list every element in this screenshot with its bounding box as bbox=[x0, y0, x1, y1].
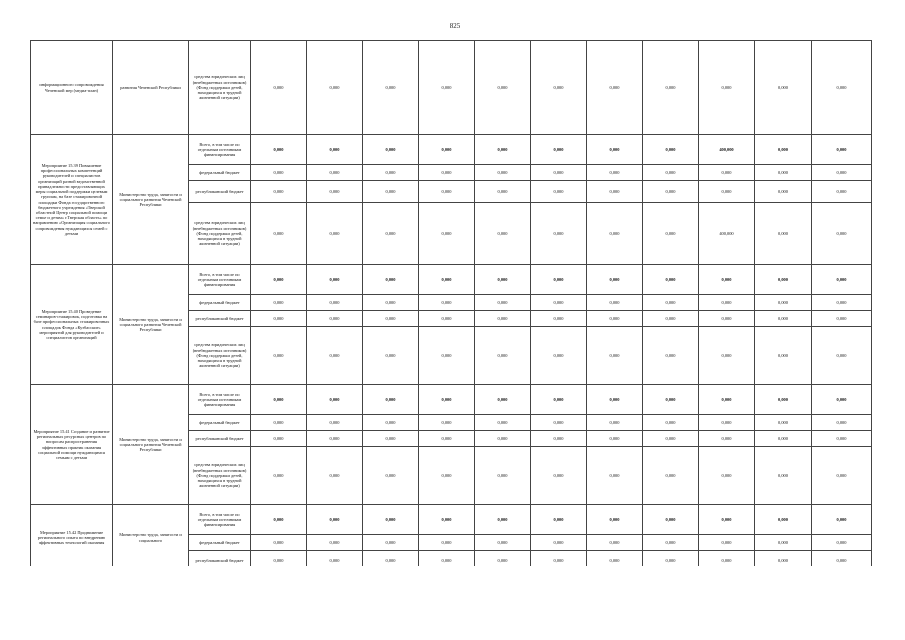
value-cell: 0,000 bbox=[587, 505, 643, 535]
value-cell: 0,000 bbox=[307, 311, 363, 327]
funding-source-cell: средства юридических лиц (внебюджетных источников) (Фонд поддержки детей, находящихся в трудной жизненной ситуации) bbox=[189, 41, 251, 135]
measure-name-cell: информационного сопровождения Чеченской мер (медиа-план) bbox=[31, 41, 113, 135]
value-cell: 0,000 bbox=[251, 327, 307, 385]
funding-source-cell: республиканский бюджет bbox=[189, 181, 251, 203]
value-cell: 0,000 bbox=[643, 535, 699, 551]
funding-source-cell: средства юридических лиц (внебюджетных источников) (Фонд поддержки детей, находящихся в трудной жизненной ситуации) bbox=[189, 447, 251, 505]
funding-source-cell: республиканский бюджет bbox=[189, 431, 251, 447]
value-cell: 0,000 bbox=[531, 505, 587, 535]
funding-source-cell: федеральный бюджет bbox=[189, 295, 251, 311]
value-cell: 0,000 bbox=[307, 535, 363, 551]
value-cell: 0,000 bbox=[699, 295, 755, 311]
value-cell: 0,000 bbox=[475, 431, 531, 447]
value-cell: 0,000 bbox=[531, 535, 587, 551]
value-cell: 0,000 bbox=[699, 385, 755, 415]
value-cell: 0,000 bbox=[307, 41, 363, 135]
value-cell: 0,000 bbox=[419, 135, 475, 165]
value-cell: 0,000 bbox=[643, 505, 699, 535]
value-cell: 0,000 bbox=[587, 311, 643, 327]
value-cell: 0,000 bbox=[307, 295, 363, 311]
page-bottom-margin bbox=[0, 566, 905, 640]
value-cell: 0,000 bbox=[643, 135, 699, 165]
value-cell: 0,000 bbox=[475, 505, 531, 535]
value-cell: 0,000 bbox=[307, 505, 363, 535]
value-cell: 0,000 bbox=[643, 415, 699, 431]
value-cell: 0,000 bbox=[755, 311, 812, 327]
value-cell: 0,000 bbox=[587, 385, 643, 415]
value-cell: 0,000 bbox=[419, 295, 475, 311]
value-cell: 0,000 bbox=[755, 135, 812, 165]
value-cell: 0,000 bbox=[307, 385, 363, 415]
value-cell: 0,000 bbox=[307, 265, 363, 295]
value-cell: 0,000 bbox=[419, 415, 475, 431]
funding-source-cell: Всего, в том числе по отдельным источникам финансирования bbox=[189, 385, 251, 415]
value-cell: 0,000 bbox=[363, 447, 419, 505]
value-cell: 0,000 bbox=[363, 535, 419, 551]
value-cell: 0,000 bbox=[699, 447, 755, 505]
value-cell: 0,000 bbox=[363, 327, 419, 385]
value-cell: 0,000 bbox=[643, 295, 699, 311]
value-cell: 0,000 bbox=[475, 135, 531, 165]
value-cell: 0,000 bbox=[587, 415, 643, 431]
value-cell: 0,000 bbox=[363, 505, 419, 535]
value-cell: 0,000 bbox=[812, 327, 872, 385]
value-cell: 0,000 bbox=[475, 535, 531, 551]
value-cell: 0,000 bbox=[531, 265, 587, 295]
value-cell: 0,000 bbox=[251, 265, 307, 295]
value-cell: 0,000 bbox=[363, 265, 419, 295]
value-cell: 0,000 bbox=[419, 41, 475, 135]
funding-source-cell: федеральный бюджет bbox=[189, 165, 251, 181]
value-cell: 0,000 bbox=[643, 165, 699, 181]
value-cell: 0,000 bbox=[587, 535, 643, 551]
value-cell: 0,000 bbox=[587, 447, 643, 505]
value-cell: 0,000 bbox=[475, 415, 531, 431]
value-cell: 0,000 bbox=[307, 551, 363, 571]
value-cell: 0,000 bbox=[475, 181, 531, 203]
value-cell: 0,000 bbox=[419, 447, 475, 505]
value-cell: 0,000 bbox=[307, 165, 363, 181]
value-cell: 0,000 bbox=[363, 181, 419, 203]
value-cell: 0,000 bbox=[587, 551, 643, 571]
funding-source-cell: республиканский бюджет bbox=[189, 551, 251, 571]
table-row bbox=[31, 135, 872, 165]
value-cell: 0,000 bbox=[812, 311, 872, 327]
value-cell: 0,000 bbox=[755, 415, 812, 431]
value-cell: 0,000 bbox=[419, 165, 475, 181]
value-cell: 0,000 bbox=[812, 505, 872, 535]
value-cell: 0,000 bbox=[251, 311, 307, 327]
value-cell: 0,000 bbox=[587, 203, 643, 265]
value-cell: 0,000 bbox=[307, 181, 363, 203]
value-cell: 0,000 bbox=[587, 431, 643, 447]
value-cell: 0,000 bbox=[475, 203, 531, 265]
value-cell: 0,000 bbox=[812, 41, 872, 135]
funding-source-cell: республиканский бюджет bbox=[189, 311, 251, 327]
value-cell: 0,000 bbox=[587, 41, 643, 135]
value-cell: 0,000 bbox=[755, 295, 812, 311]
value-cell: 0,000 bbox=[643, 551, 699, 571]
value-cell: 0,000 bbox=[363, 385, 419, 415]
value-cell: 0,000 bbox=[812, 535, 872, 551]
value-cell: 0,000 bbox=[363, 311, 419, 327]
value-cell: 0,000 bbox=[475, 295, 531, 311]
value-cell: 0,000 bbox=[251, 447, 307, 505]
value-cell: 0,000 bbox=[475, 265, 531, 295]
funding-source-cell: Всего, в том числе по отдельным источникам финансирования bbox=[189, 505, 251, 535]
value-cell: 0,000 bbox=[812, 203, 872, 265]
value-cell: 0,000 bbox=[699, 181, 755, 203]
value-cell: 0,000 bbox=[475, 311, 531, 327]
value-cell: 0,000 bbox=[812, 385, 872, 415]
value-cell: 0,000 bbox=[699, 535, 755, 551]
value-cell: 0,000 bbox=[643, 327, 699, 385]
value-cell: 0,000 bbox=[363, 165, 419, 181]
value-cell: 0,000 bbox=[307, 447, 363, 505]
table-row bbox=[31, 505, 872, 535]
value-cell: 0,000 bbox=[251, 415, 307, 431]
value-cell: 0,000 bbox=[699, 505, 755, 535]
value-cell: 0,000 bbox=[419, 311, 475, 327]
value-cell: 0,000 bbox=[363, 135, 419, 165]
table-body bbox=[31, 41, 872, 571]
value-cell: 0,000 bbox=[812, 165, 872, 181]
value-cell: 0,000 bbox=[307, 135, 363, 165]
value-cell: 0,000 bbox=[812, 181, 872, 203]
value-cell: 0,000 bbox=[587, 135, 643, 165]
value-cell: 0,000 bbox=[531, 551, 587, 571]
value-cell: 0,000 bbox=[251, 385, 307, 415]
value-cell: 0,000 bbox=[363, 431, 419, 447]
value-cell: 0,000 bbox=[755, 535, 812, 551]
value-cell: 400,000 bbox=[699, 135, 755, 165]
value-cell: 0,000 bbox=[475, 41, 531, 135]
value-cell: 0,000 bbox=[307, 203, 363, 265]
value-cell: 0,000 bbox=[475, 165, 531, 181]
value-cell: 0,000 bbox=[307, 415, 363, 431]
value-cell: 0,000 bbox=[363, 203, 419, 265]
value-cell: 0,000 bbox=[755, 447, 812, 505]
value-cell: 0,000 bbox=[812, 415, 872, 431]
value-cell: 0,000 bbox=[251, 135, 307, 165]
value-cell: 0,000 bbox=[419, 551, 475, 571]
value-cell: 0,000 bbox=[531, 447, 587, 505]
value-cell: 0,000 bbox=[363, 415, 419, 431]
value-cell: 0,000 bbox=[251, 505, 307, 535]
table-row bbox=[31, 41, 872, 135]
funding-source-cell: Всего, в том числе по отдельным источникам финансирования bbox=[189, 265, 251, 295]
value-cell: 0,000 bbox=[363, 41, 419, 135]
value-cell: 0,000 bbox=[643, 447, 699, 505]
value-cell: 0,000 bbox=[812, 447, 872, 505]
value-cell: 0,000 bbox=[699, 415, 755, 431]
value-cell: 0,000 bbox=[755, 327, 812, 385]
value-cell: 0,000 bbox=[643, 181, 699, 203]
value-cell: 0,000 bbox=[531, 311, 587, 327]
executor-cell: Министерство труда, занятости и социального развития Чеченской Республики bbox=[113, 135, 189, 265]
value-cell: 0,000 bbox=[755, 385, 812, 415]
value-cell: 0,000 bbox=[531, 165, 587, 181]
executor-cell: Министерство труда, занятости и социального развития Чеченской Республики bbox=[113, 265, 189, 385]
value-cell: 0,000 bbox=[531, 41, 587, 135]
value-cell: 0,000 bbox=[699, 551, 755, 571]
funding-source-cell: федеральный бюджет bbox=[189, 535, 251, 551]
value-cell: 0,000 bbox=[475, 551, 531, 571]
value-cell: 0,000 bbox=[755, 265, 812, 295]
value-cell: 0,000 bbox=[251, 535, 307, 551]
value-cell: 0,000 bbox=[755, 181, 812, 203]
value-cell: 0,000 bbox=[643, 203, 699, 265]
value-cell: 0,000 bbox=[755, 431, 812, 447]
budget-table bbox=[30, 40, 872, 571]
value-cell: 0,000 bbox=[587, 165, 643, 181]
measure-name-cell: Мероприятие 15.40 Проведение семинаров-стажировок, подготовка на базе профессиональных стажировочных площадок Фонда «Кузбасские» мероприятий для руководителей и специалистов организаций bbox=[31, 265, 113, 385]
value-cell: 0,000 bbox=[419, 431, 475, 447]
value-cell: 0,000 bbox=[419, 385, 475, 415]
value-cell: 0,000 bbox=[307, 431, 363, 447]
funding-source-cell: Всего, в том числе по отдельным источникам финансирования bbox=[189, 135, 251, 165]
measure-name-cell: Мероприятие 15.42 Продвижение регионального опыта по внедрению эффективных технологий оказания bbox=[31, 505, 113, 571]
measure-name-cell: Мероприятие 15.41 Создание и развитие региональных ресурсных центров по вопросам распространения эффективных практик оказания социальной помощи нуждающимся семьям с детьми bbox=[31, 385, 113, 505]
measure-name-cell: Мероприятие 15.39 Повышение профессиональных компетенций руководителей и специалистов организаций разной ведомственной принадлежности предоставляющих меры социальной поддержки целевым группам, на базе стажировочной площадки Фонда государственного бюджетного учреждения «Тверской областной Центр социальной помощи семье и детям» г.Тверская область» по направлению «Организация социального сопровождения нуждающихся семей с детьми bbox=[31, 135, 113, 265]
value-cell: 0,000 bbox=[475, 385, 531, 415]
value-cell: 0,000 bbox=[251, 431, 307, 447]
value-cell: 0,000 bbox=[699, 265, 755, 295]
value-cell: 0,000 bbox=[587, 181, 643, 203]
value-cell: 0,000 bbox=[812, 135, 872, 165]
value-cell: 0,000 bbox=[419, 535, 475, 551]
value-cell: 0,000 bbox=[755, 165, 812, 181]
value-cell: 0,000 bbox=[251, 203, 307, 265]
value-cell: 0,000 bbox=[643, 265, 699, 295]
value-cell: 0,000 bbox=[419, 505, 475, 535]
value-cell: 0,000 bbox=[419, 327, 475, 385]
value-cell: 0,000 bbox=[643, 311, 699, 327]
page-number: 825 bbox=[449, 22, 461, 30]
value-cell: 0,000 bbox=[699, 431, 755, 447]
value-cell: 0,000 bbox=[812, 265, 872, 295]
executor-cell: Министерство труда, занятости и социального bbox=[113, 505, 189, 571]
value-cell: 0,000 bbox=[699, 311, 755, 327]
value-cell: 0,000 bbox=[643, 385, 699, 415]
value-cell: 0,000 bbox=[475, 447, 531, 505]
value-cell: 0,000 bbox=[587, 327, 643, 385]
executor-cell: Министерство труда, занятости и социального развития Чеченской Республики bbox=[113, 385, 189, 505]
value-cell: 0,000 bbox=[419, 203, 475, 265]
value-cell: 0,000 bbox=[755, 505, 812, 535]
value-cell: 0,000 bbox=[812, 551, 872, 571]
funding-source-cell: федеральный бюджет bbox=[189, 415, 251, 431]
value-cell: 0,000 bbox=[475, 327, 531, 385]
value-cell: 0,000 bbox=[643, 431, 699, 447]
value-cell: 0,000 bbox=[531, 385, 587, 415]
value-cell: 0,000 bbox=[251, 165, 307, 181]
value-cell: 0,000 bbox=[531, 415, 587, 431]
value-cell: 0,000 bbox=[251, 295, 307, 311]
value-cell: 0,000 bbox=[251, 181, 307, 203]
value-cell: 0,000 bbox=[531, 203, 587, 265]
value-cell: 0,000 bbox=[419, 181, 475, 203]
value-cell: 400,000 bbox=[699, 203, 755, 265]
funding-source-cell: средства юридических лиц (внебюджетных источников) (Фонд поддержки детей, находящихся в трудной жизненной ситуации) bbox=[189, 327, 251, 385]
value-cell: 0,000 bbox=[587, 295, 643, 311]
value-cell: 0,000 bbox=[699, 327, 755, 385]
value-cell: 0,000 bbox=[419, 265, 475, 295]
value-cell: 0,000 bbox=[251, 41, 307, 135]
value-cell: 0,000 bbox=[531, 431, 587, 447]
value-cell: 0,000 bbox=[363, 295, 419, 311]
executor-cell: развития Чеченской Республики bbox=[113, 41, 189, 135]
value-cell: 0,000 bbox=[755, 203, 812, 265]
value-cell: 0,000 bbox=[643, 41, 699, 135]
value-cell: 0,000 bbox=[531, 295, 587, 311]
value-cell: 0,000 bbox=[699, 41, 755, 135]
value-cell: 0,000 bbox=[531, 135, 587, 165]
table-row bbox=[31, 385, 872, 415]
value-cell: 0,000 bbox=[531, 181, 587, 203]
value-cell: 0,000 bbox=[812, 295, 872, 311]
value-cell: 0,000 bbox=[307, 327, 363, 385]
value-cell: 0,000 bbox=[755, 41, 812, 135]
value-cell: 0,000 bbox=[363, 551, 419, 571]
value-cell: 0,000 bbox=[531, 327, 587, 385]
value-cell: 0,000 bbox=[587, 265, 643, 295]
value-cell: 0,000 bbox=[755, 551, 812, 571]
value-cell: 0,000 bbox=[251, 551, 307, 571]
value-cell: 0,000 bbox=[699, 165, 755, 181]
table-row bbox=[31, 265, 872, 295]
funding-source-cell: средства юридических лиц (внебюджетных источников) (Фонд поддержки детей, находящихся в трудной жизненной ситуации) bbox=[189, 203, 251, 265]
value-cell: 0,000 bbox=[812, 431, 872, 447]
